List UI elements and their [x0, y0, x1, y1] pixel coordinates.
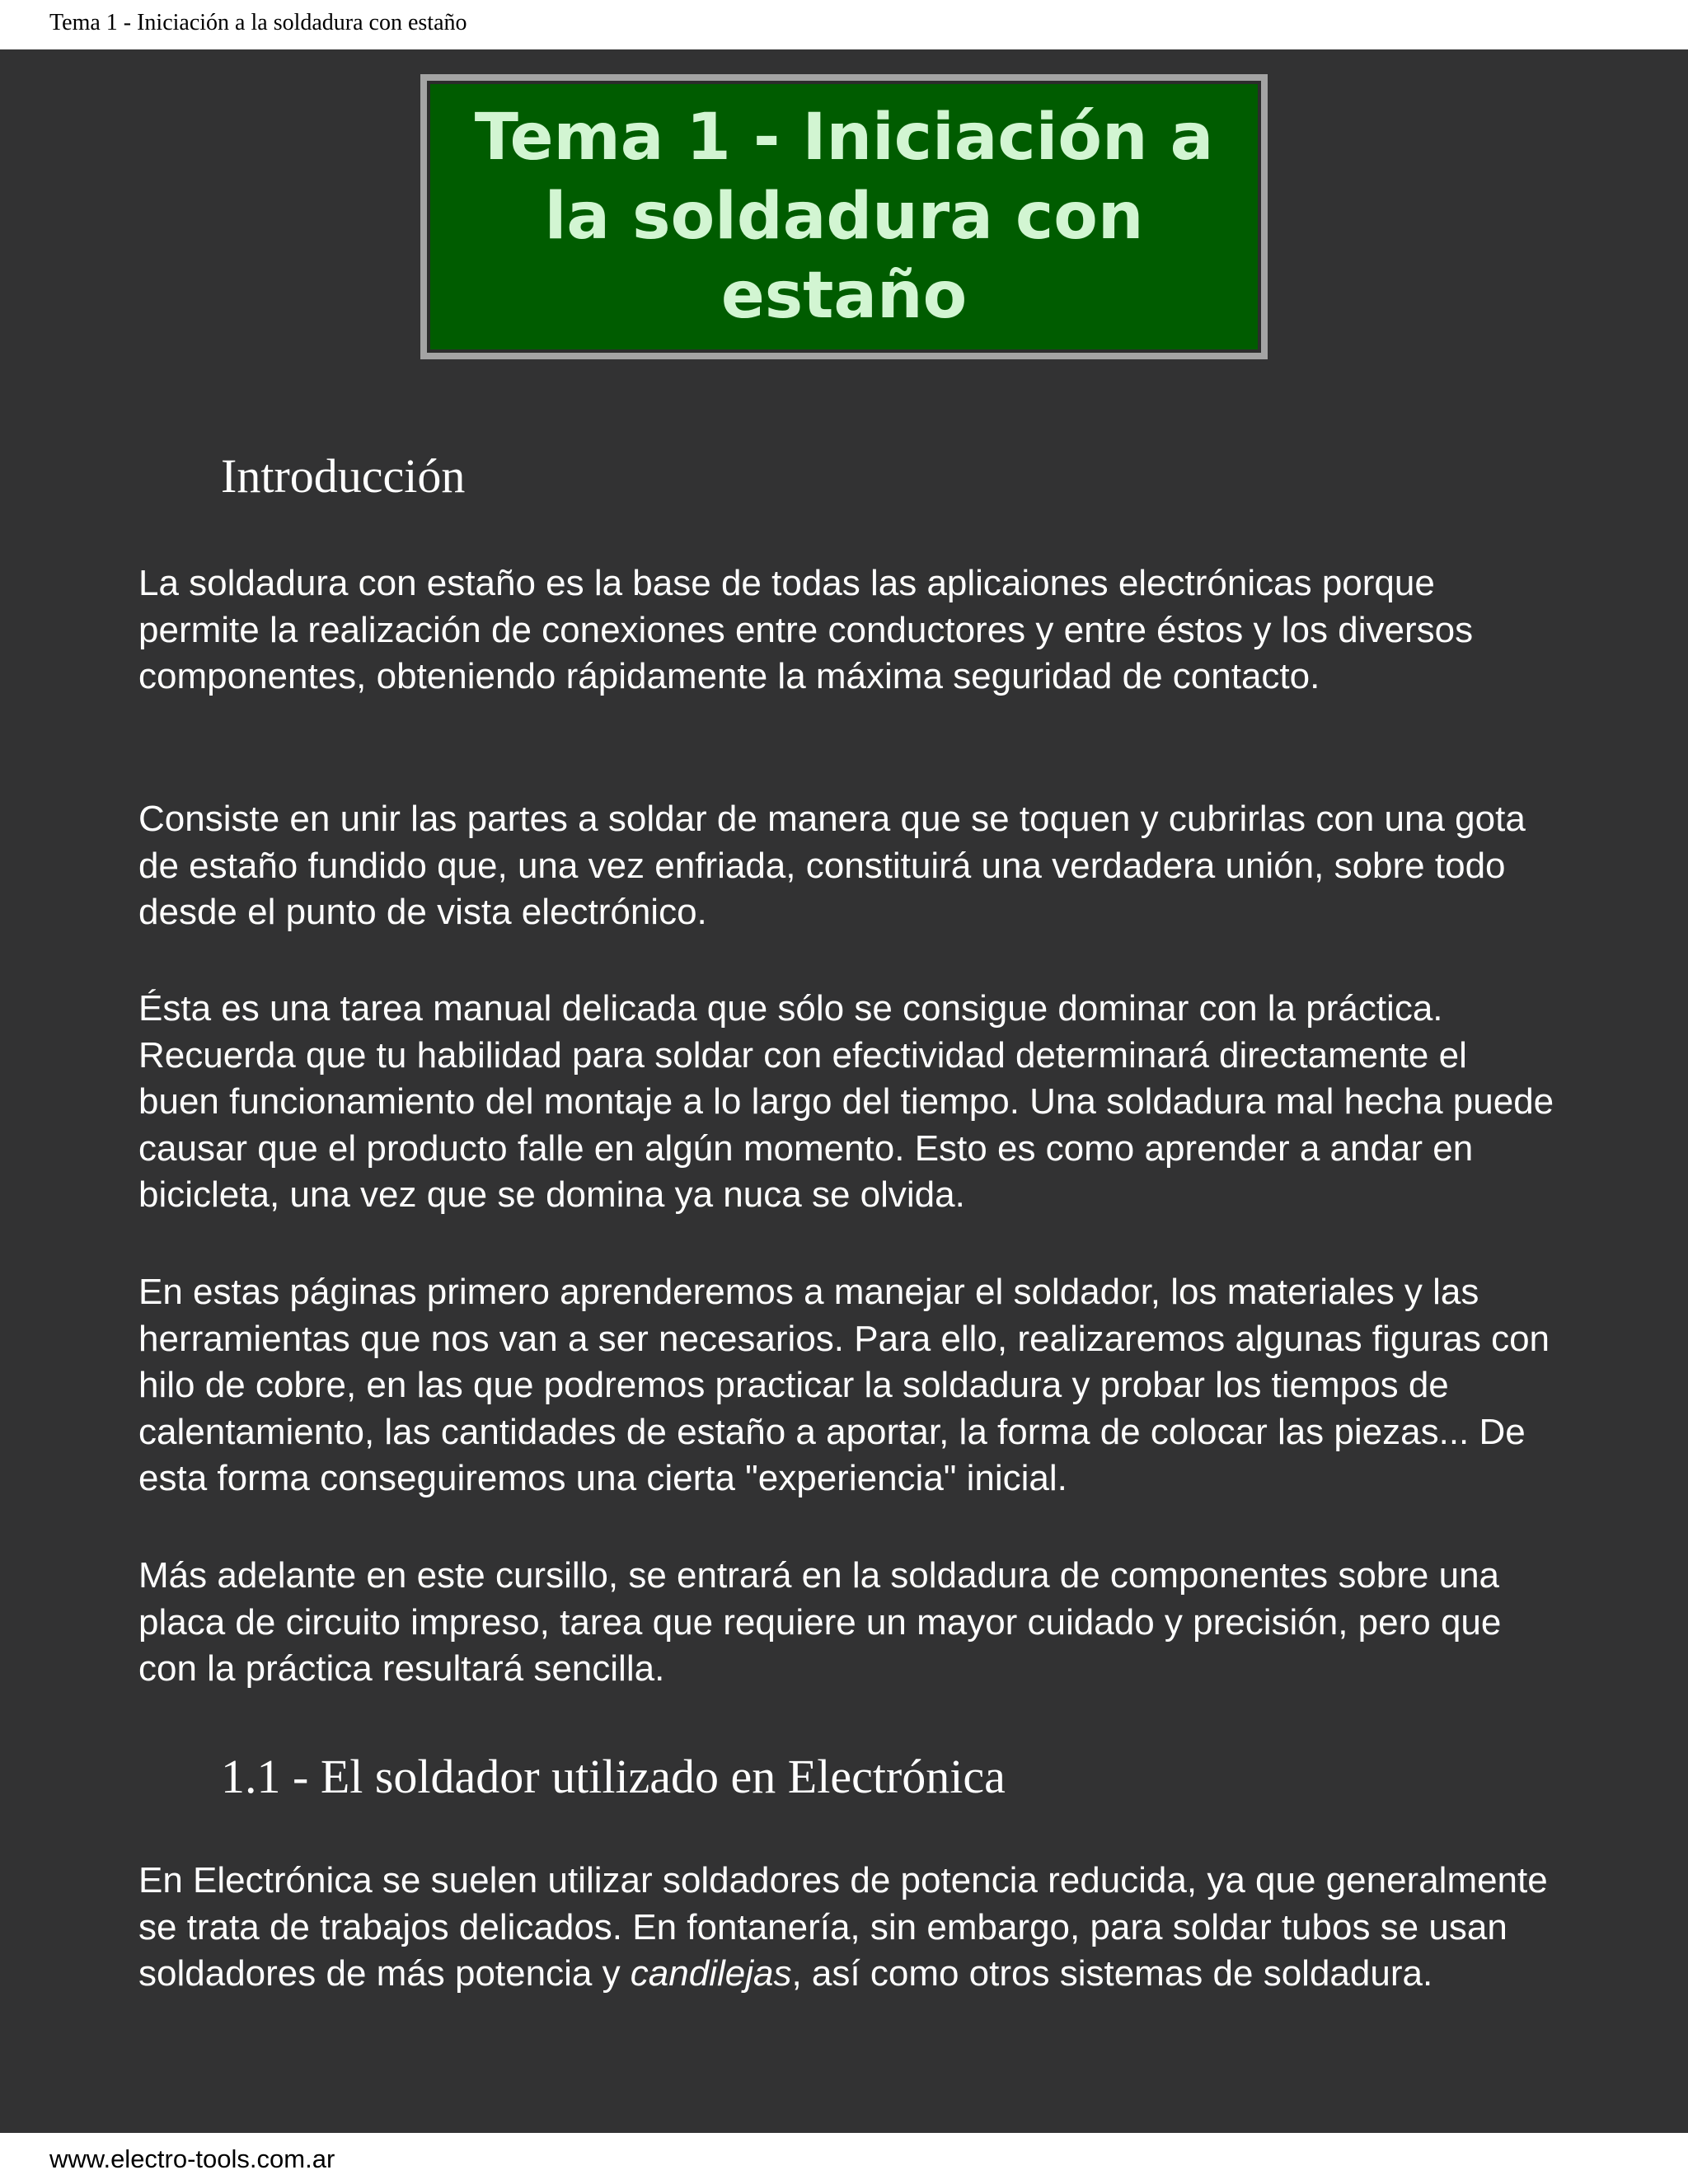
banner-title: Tema 1 - Iniciación a la soldadura con estaño [474, 101, 1214, 333]
paragraph [138, 1858, 1556, 1998]
section-heading-soldador: 1.1 - El soldador utilizado en Electrónica [221, 1750, 1006, 1803]
title-banner-inner [430, 84, 1258, 349]
emphasis-candilejas: candilejas [630, 1953, 792, 1994]
footer-url: www.electro-tools.com.ar [49, 2144, 335, 2173]
paragraph: Consiste en unir las partes a soldar de manera que se toquen y cubrirlas con una gota de estaño fundido que, una vez enfriada, constituirá una verdadera unión, sobre todo desde el punto de vista electrónico. [138, 799, 1526, 932]
title-banner [420, 74, 1268, 359]
paragraph: En estas páginas primero aprenderemos a manejar el soldador, los materiales y las herramientas que nos van a ser necesarios. Para ello, realizaremos algunas figuras con hilo de cobre, en las que podremos practicar la soldadura y probar los tiempos de calentamiento, las cantidades de estaño a aportar, la forma de colocar las piezas... De esta forma conseguiremos una cierta "experiencia" inicial. [138, 1272, 1550, 1498]
document-title: Tema 1 - Iniciación a la soldadura con estaño [49, 10, 467, 35]
paragraph: La soldadura con estaño es la base de todas las aplicaiones electrónicas porque permite la realización de conexiones entre conductores y entre éstos y los diversos componentes, obteniendo rápidamente la máxima seguridad de contacto. [138, 563, 1474, 696]
page-header [0, 0, 1688, 49]
paragraph: Más adelante en este cursillo, se entrará en la soldadura de componentes sobre una placa de circuito impreso, tarea que requiere un mayor cuidado y precisión, pero que con la práctica resultará sencilla. [138, 1555, 1502, 1689]
paragraph-text: En Electrónica se suelen utilizar soldadores de potencia reducida, ya que generalmente se trata de trabajos delicados. En fontanería, sin embargo, para soldar tubos se usan soldadores de más potencia y [138, 1860, 1548, 1994]
page-content [0, 49, 1688, 2133]
paragraph-text: , así como otros sistemas de soldadura. [791, 1953, 1433, 1994]
page-footer [0, 2133, 1688, 2184]
section-heading-introduccion: Introducción [221, 449, 466, 503]
paragraph: Ésta es una tarea manual delicada que sólo se consigue dominar con la práctica. Recuerda que tu habilidad para soldar con efectividad determinará directamente el buen funcionamiento del montaje a lo largo del tiempo. Una soldadura mal hecha puede causar que el producto falle en algún momento. Esto es como aprender a andar en bicicleta, una vez que se domina ya nuca se olvida. [138, 988, 1554, 1215]
